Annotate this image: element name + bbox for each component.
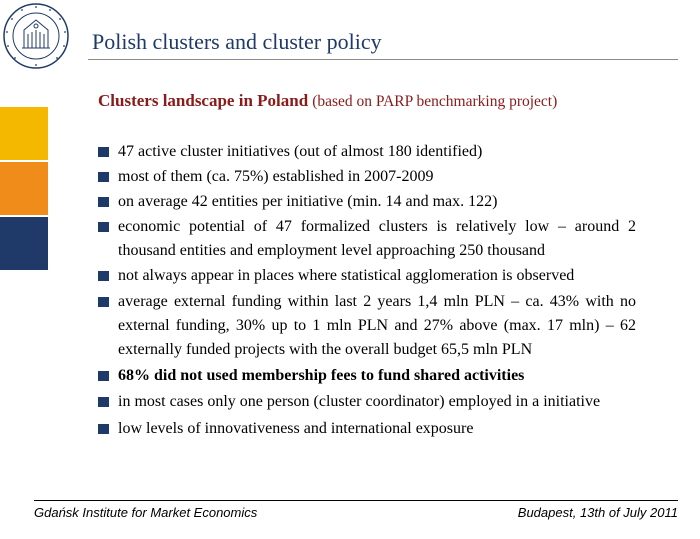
square-bullet-icon — [98, 371, 109, 381]
page-title: Polish clusters and cluster policy — [92, 29, 382, 54]
list-item-text: economic potential of 47 formalized clusters is relatively low – around 2 thousand entities and employment level approaching 250 thousand — [118, 218, 636, 259]
list-item-text: on average 42 entities per initiative (min. 14 and max. 122) — [118, 193, 498, 210]
square-bullet-icon — [98, 147, 109, 157]
footer-institution: Gdańsk Institute for Market Economics — [34, 505, 258, 520]
list-item-text: low levels of innovativeness and international exposure — [118, 420, 474, 437]
institute-seal-logo — [2, 2, 70, 70]
square-bullet-icon — [98, 397, 109, 407]
decor-block-navy — [0, 217, 48, 270]
list-item-text: average external funding within last 2 years 1,4 mln PLN – ca. 43% with no external funding, 30% up to 1 mln PLN and 27% above (max. 17 mln) – 62 externally funded projects with the overall budget 65,5 mln PLN — [118, 293, 636, 358]
square-bullet-icon — [98, 297, 109, 307]
subtitle-note: (based on PARP benchmarking project) — [312, 93, 558, 110]
decor-block-yellow — [0, 107, 48, 160]
footer-divider — [34, 500, 678, 501]
square-bullet-icon — [98, 424, 109, 434]
footer-date: Budapest, 13th of July 2011 — [517, 505, 678, 520]
list-item-text: not always appear in places where statistical agglomeration is observed — [118, 267, 575, 284]
square-bullet-icon — [98, 271, 109, 281]
list-item — [96, 364, 636, 388]
list-item — [96, 390, 636, 414]
bullet-list — [96, 140, 636, 441]
square-bullet-icon — [98, 197, 109, 207]
list-item-text: 68% did not used membership fees to fund shared activities — [118, 367, 525, 384]
list-item — [96, 290, 636, 362]
list-item-text: most of them (ca. 75%) established in 2007-2009 — [118, 168, 434, 185]
square-bullet-icon — [98, 172, 109, 182]
list-item — [96, 215, 636, 263]
subtitle-main: Clusters landscape in Poland — [98, 91, 309, 110]
decor-block-orange — [0, 162, 48, 215]
list-item — [96, 190, 636, 214]
list-item-text: in most cases only one person (cluster coordinator) employed in a initiative — [118, 393, 601, 410]
list-item — [96, 417, 636, 441]
list-item — [96, 165, 636, 189]
section-subtitle — [98, 91, 557, 111]
square-bullet-icon — [98, 222, 109, 232]
list-item — [96, 140, 636, 164]
institute-seal-icon — [2, 2, 70, 70]
list-item-text: 47 active cluster initiatives (out of almost 180 identified) — [118, 143, 483, 160]
title-divider — [88, 59, 678, 60]
list-item — [96, 264, 636, 288]
